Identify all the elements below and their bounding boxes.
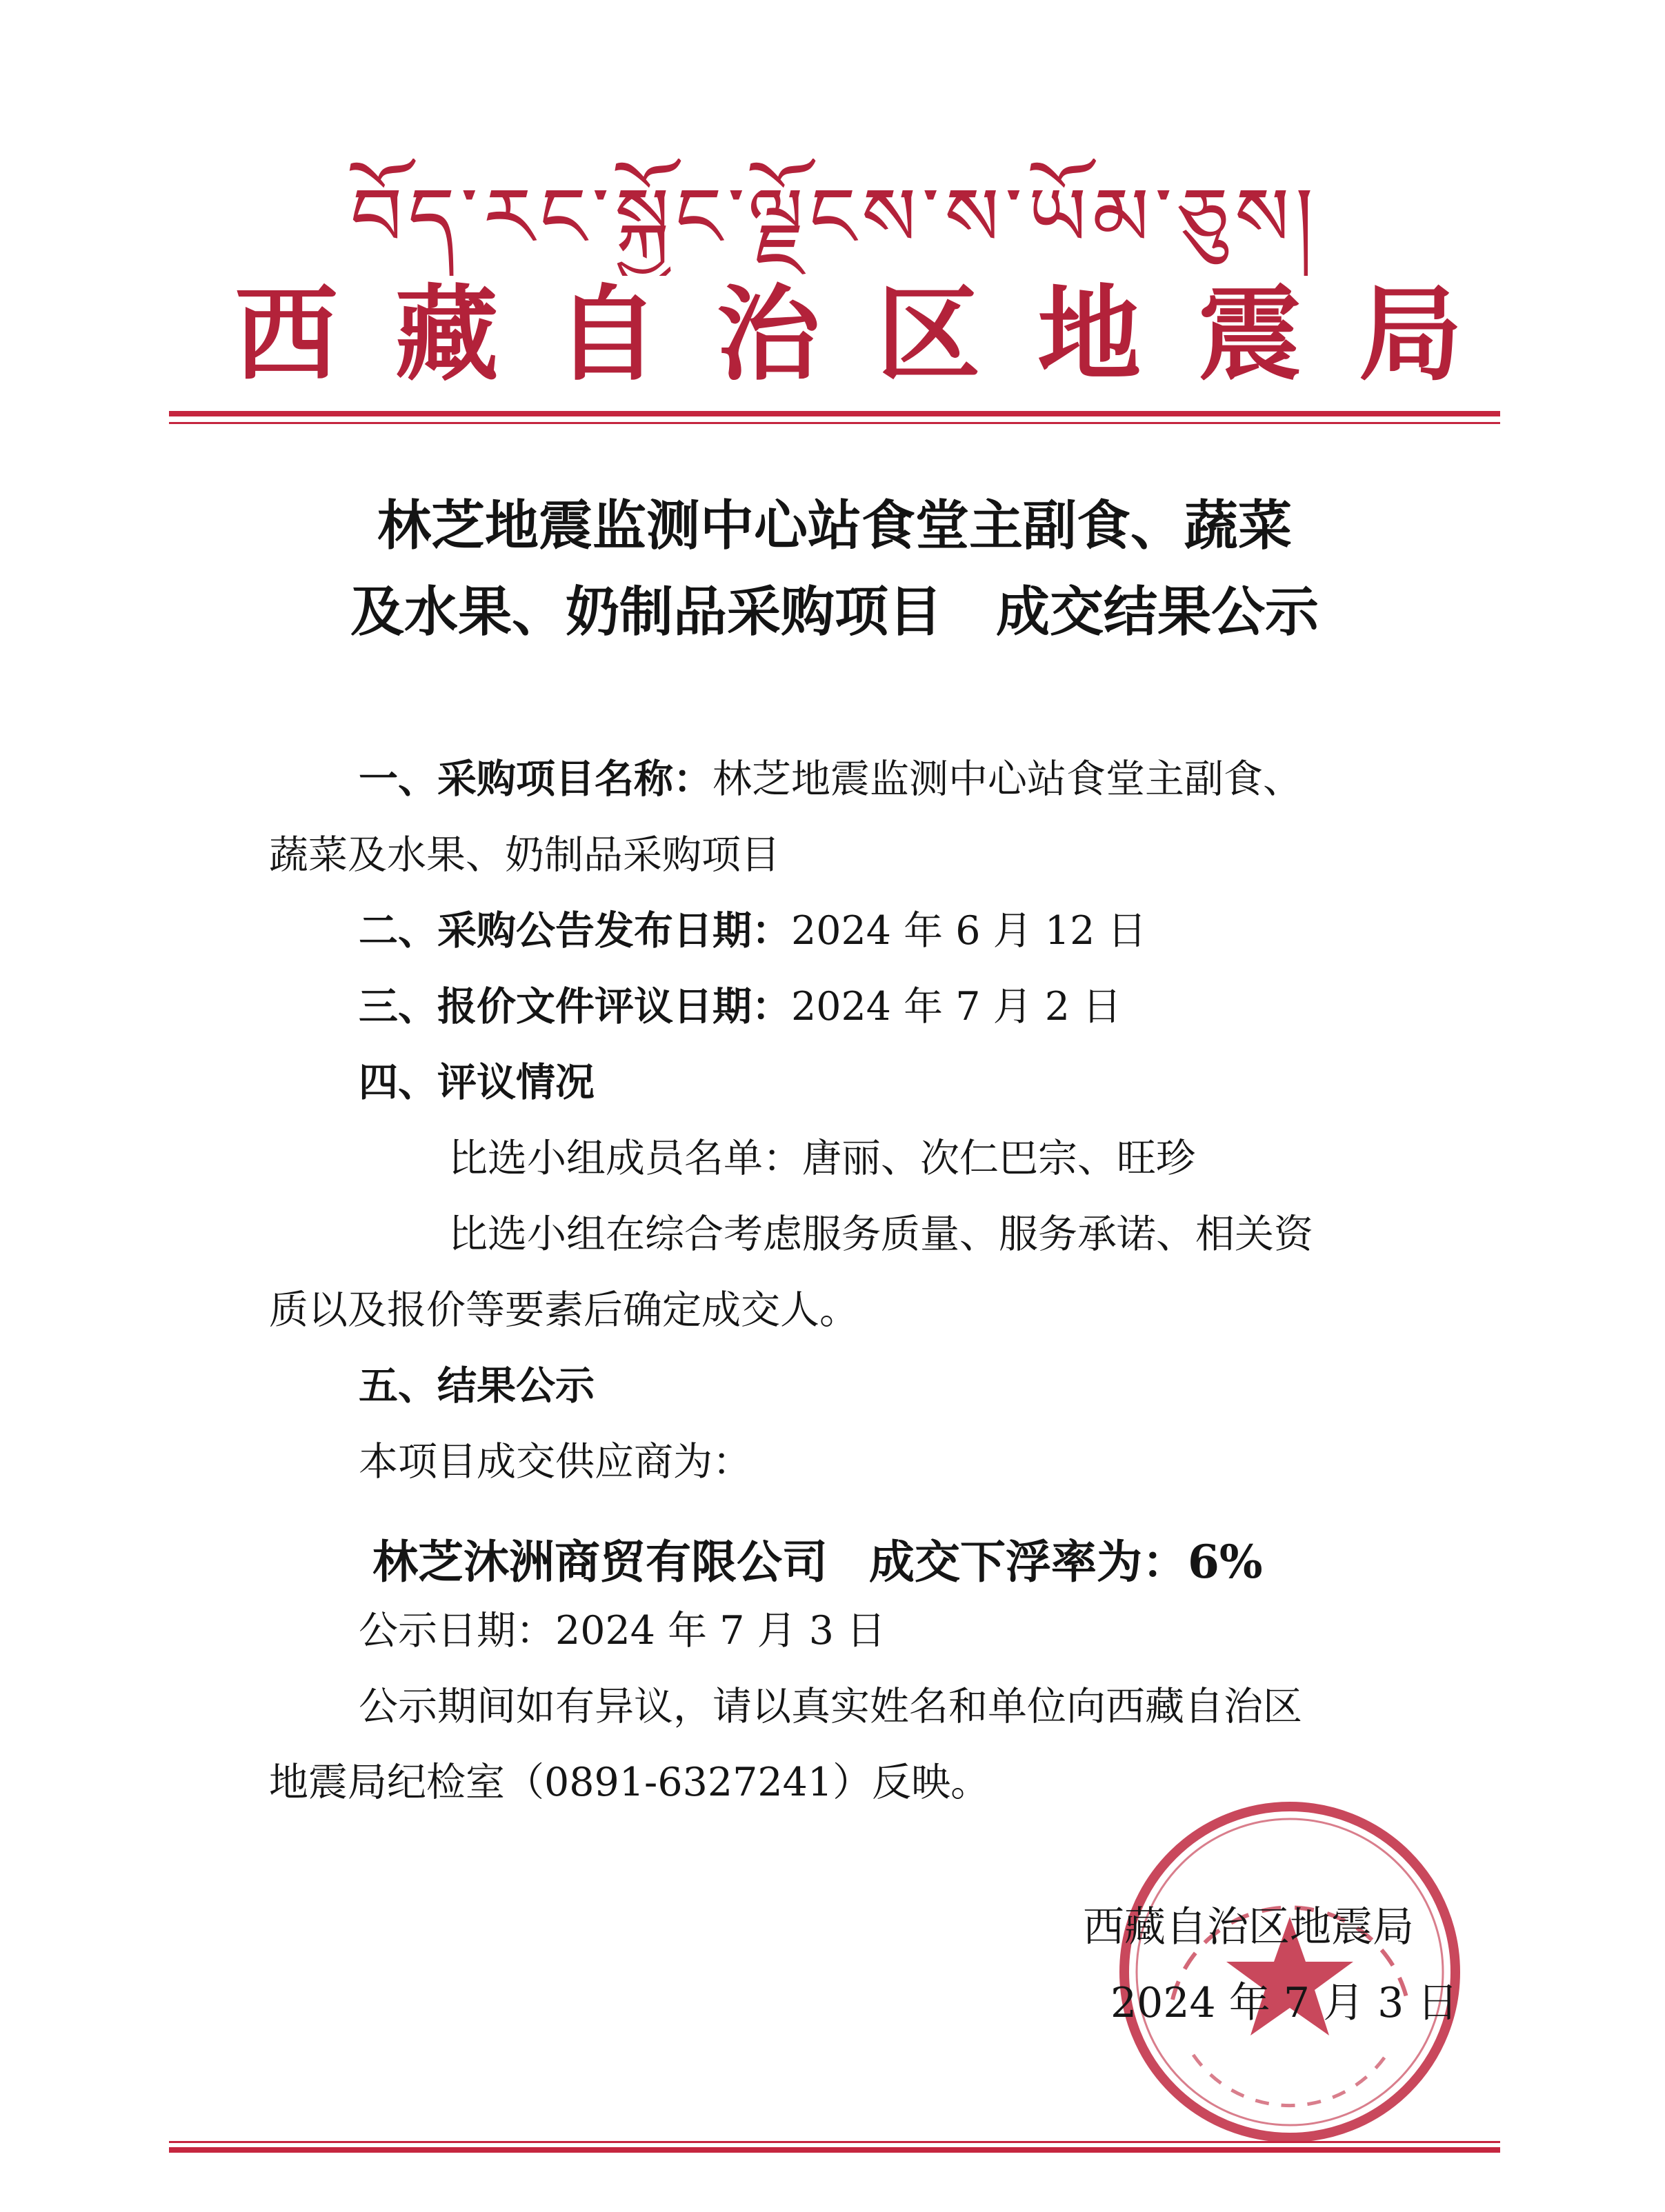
issuer-char: 自 [555, 274, 659, 395]
issuer-char: 区 [877, 274, 981, 395]
letterhead-tibetan: བོད་རང་སྐྱོང་ལྗོངས་ས་ཡོམ་ཅུས། [350, 170, 1319, 265]
letterhead-rule-thick [169, 411, 1500, 416]
issuer-char: 西 [235, 274, 339, 395]
issuer-char: 局 [1358, 274, 1462, 395]
winner-name: 林芝沐洲商贸有限公司 [372, 1535, 828, 1589]
section-5-intro: 本项目成交供应商为： [359, 1439, 752, 1485]
title-line-1: 林芝地震监测中心站食堂主副食、蔬菜 [377, 494, 1292, 557]
objection-text-cont: 地震局纪检室（0891-6327241）反映。 [269, 1760, 990, 1805]
signature-org: 西藏自治区地震局 [1083, 1903, 1414, 1951]
document-title [207, 483, 1462, 655]
section-2-line [359, 907, 1146, 955]
section-1-value-cont: 蔬菜及水果、奶制品采购项目 [269, 832, 780, 878]
section-4-label: 四、评议情况 [359, 1059, 595, 1105]
issuer-char: 震 [1198, 274, 1302, 395]
section-2-label: 二、采购公告发布日期： [359, 907, 791, 954]
section-4-members: 比选小组成员名单：唐丽、次仁巴宗、旺珍 [448, 1136, 1195, 1181]
winning-supplier [372, 1534, 1263, 1589]
footer-rule-thick [169, 2147, 1500, 2153]
issuer-char: 藏 [395, 274, 499, 395]
notice-date: 公示日期：2024 年 7 月 3 日 [359, 1608, 886, 1653]
footer-rule-thin [169, 2141, 1500, 2143]
title-line-2: 及水果、奶制品采购项目 成交结果公示 [350, 581, 1319, 643]
official-seal [1110, 1793, 1469, 2151]
section-4-text: 比选小组在综合考虑服务质量、服务承诺、相关资 [448, 1211, 1313, 1257]
letterhead-rule-thin [169, 422, 1500, 424]
letterhead-issuer [235, 272, 1462, 396]
signature-date: 2024 年 7 月 3 日 [1110, 1979, 1459, 2027]
section-5-label: 五、结果公示 [359, 1363, 595, 1409]
section-3-value: 2024 年 7 月 2 日 [791, 984, 1122, 1029]
section-1-line [359, 755, 1302, 803]
section-3-label: 三、报价文件评议日期： [359, 983, 791, 1029]
objection-text: 公示期间如有异议，请以真实姓名和单位向西藏自治区 [359, 1684, 1302, 1729]
section-1-label: 一、采购项目名称： [359, 756, 712, 802]
issuer-char: 治 [716, 274, 820, 395]
winner-rate: 成交下浮率为：6% [869, 1535, 1263, 1589]
section-2-value: 2024 年 6 月 12 日 [791, 908, 1147, 954]
section-4-text-cont: 质以及报价等要素后确定成交人。 [269, 1287, 859, 1333]
issuer-char: 地 [1037, 274, 1141, 395]
section-3-line [359, 983, 1121, 1031]
section-1-value: 林芝地震监测中心站食堂主副食、 [712, 756, 1302, 802]
